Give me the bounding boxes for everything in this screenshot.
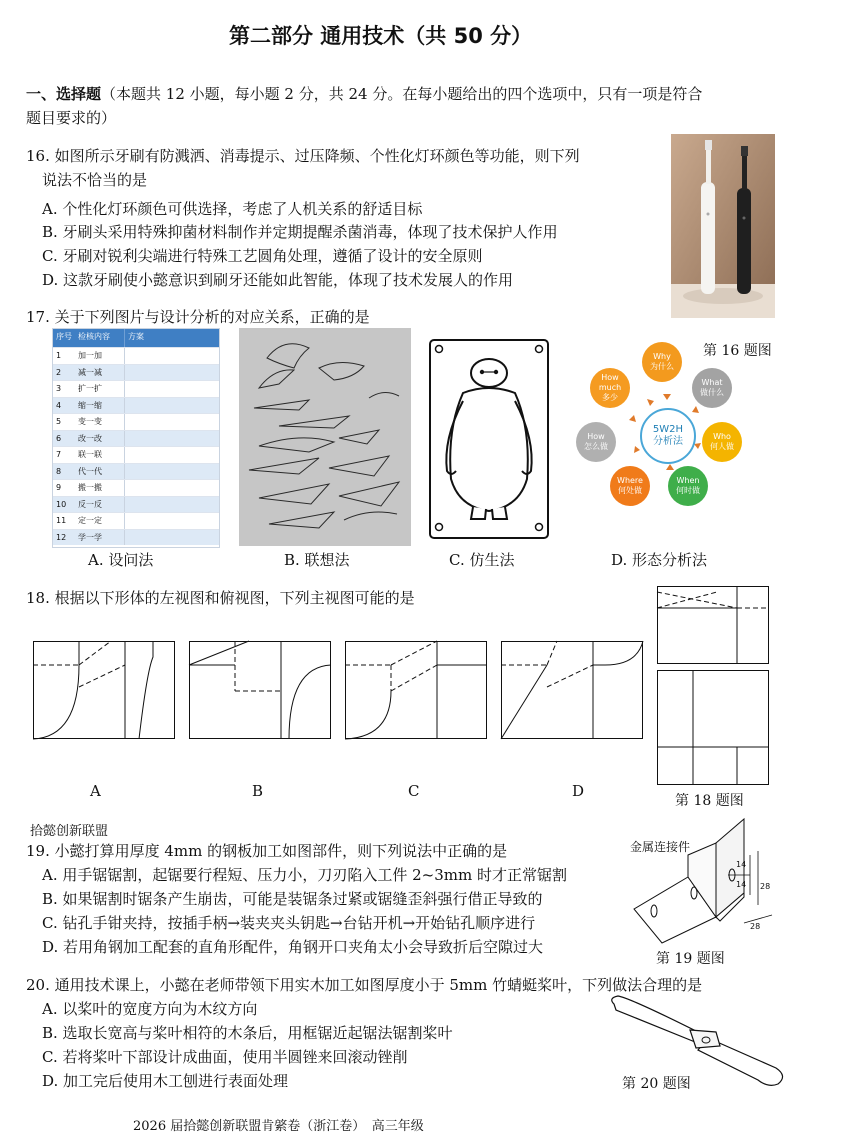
q20-option-c: C. 若将桨叶下部设计成曲面，使用半圆锉来回滚动锉削 <box>42 1048 408 1066</box>
q18-left-view <box>657 586 769 664</box>
center-label-cn: 分析法 <box>653 436 683 447</box>
table-cell: 反一反 <box>78 499 102 509</box>
bubble-label: Why <box>653 352 671 361</box>
q19-figure-label: 金属连接件 <box>630 840 691 854</box>
q16-stem-line1: 16. 如图所示牙刷有防溅洒、消毒提示、过压降频、个性化灯环颜色等功能，则下列 <box>26 147 580 165</box>
q19-option-b: B. 如果锯割时锯条产生崩齿，可能是装锯条过紧或锯缝歪斜强行借正导致的 <box>42 890 543 908</box>
bubble-sublabel: 何处做 <box>618 486 642 495</box>
table-cell: 10 <box>56 499 67 509</box>
q16-figure-caption: 第 16 题图 <box>703 343 772 359</box>
table-cell <box>124 414 219 430</box>
q18-figure-caption: 第 18 题图 <box>675 793 744 809</box>
bubble-how <box>576 422 616 462</box>
table-row <box>53 397 219 414</box>
q19-figure-caption: 第 19 题图 <box>656 951 725 967</box>
q17-option-b: B. 联想法 <box>284 551 350 569</box>
bird-sketch-image <box>239 328 411 546</box>
bubble-label: How <box>587 432 605 441</box>
5w2h-center <box>640 408 696 464</box>
table-cell: 变一变 <box>78 417 102 426</box>
bubble-label: Where <box>617 476 643 485</box>
table-cell: 改一改 <box>78 433 102 443</box>
table-cell: 学一学 <box>78 532 102 542</box>
table-cell: 12 <box>56 532 67 542</box>
watermark: 拾懿创新联盟 <box>30 824 109 839</box>
table-row <box>53 479 219 496</box>
table-cell: 5 <box>56 417 62 426</box>
q20-option-b: B. 选取长宽高与桨叶相符的木条后，用框锯近起锯法锯割桨叶 <box>42 1024 453 1042</box>
q16-option-a: A. 个性化灯环颜色可供选择，考虑了人机关系的舒适目标 <box>42 200 423 218</box>
table-cell: 1 <box>56 351 62 360</box>
q19-option-a: A. 用手锯锯割，起锯要行程短、压力小，刀刃陷入工件 2~3mm 时才正常锯割 <box>42 866 568 884</box>
q18-view-a <box>33 641 175 739</box>
dim-label: 28 <box>750 922 761 931</box>
table-header-cell: 检核内容 <box>78 332 110 341</box>
table-cell: 定一定 <box>78 516 102 525</box>
q18-top-view <box>657 670 769 785</box>
q17-option-a: A. 设问法 <box>88 551 154 569</box>
table-cell: 扩一扩 <box>78 384 102 393</box>
table-cell: 4 <box>56 400 62 410</box>
bubble-sublabel: 做什么 <box>700 388 724 397</box>
q20-option-a: A. 以桨叶的宽度方向为木纹方向 <box>42 1000 258 1018</box>
metal-bracket-drawing <box>632 815 782 945</box>
q18-stem: 18. 根据以下形体的左视图和俯视图，下列主视图可能的是 <box>26 589 415 607</box>
table-cell <box>124 513 219 529</box>
center-label-en: 5W2H <box>652 424 684 435</box>
table-cell: 7 <box>56 450 62 459</box>
bubble-label: How much <box>598 373 622 392</box>
page-footer: 2026 届拾懿创新联盟肯綮卷（浙江卷） 高三年级 <box>133 1119 424 1134</box>
bubble-sublabel: 怎么做 <box>584 442 608 451</box>
table-cell <box>124 365 219 381</box>
table-cell <box>124 497 219 513</box>
q19-option-d: D. 若用角钢加工配套的直角形配件，角钢开口夹角太小会导致折后空隙过大 <box>42 938 544 956</box>
bubble-sublabel: 多少 <box>602 393 618 402</box>
q19-option-c: C. 钻孔手钳夹持，按插手柄→装夹夹头钥匙→台钻开机→开始钻孔顺序进行 <box>42 914 536 932</box>
q20-option-d: D. 加工完后使用木工刨进行表面处理 <box>42 1072 289 1090</box>
table-cell: 3 <box>56 384 62 393</box>
dim-label: 28 <box>760 882 771 891</box>
table-row <box>53 364 219 381</box>
table-row <box>53 380 219 397</box>
q18-view-c <box>345 641 487 739</box>
dim-label: 14 <box>736 880 747 889</box>
table-cell <box>124 480 219 496</box>
table-cell: 减一减 <box>78 367 102 377</box>
table-cell: 2 <box>56 367 62 377</box>
table-cell <box>124 398 219 414</box>
table-row <box>53 430 219 447</box>
q16-option-d: D. 这款牙刷使小懿意识到刷牙还能如此智能，体现了技术发展人的作用 <box>42 271 514 289</box>
table-cell: 加一加 <box>78 351 102 360</box>
dim-label: 14 <box>736 860 747 869</box>
q18-label-d: D <box>572 782 585 800</box>
table-row <box>53 512 219 529</box>
table-row <box>53 529 219 546</box>
table-cell <box>124 431 219 447</box>
table-header <box>53 329 219 347</box>
q20-stem: 20. 通用技术课上，小懿在老师带领下用实木加工如图厚度小于 5mm 竹蜻蜓桨叶，下列做法合理的是 <box>26 976 703 994</box>
q18-label-c: C <box>408 782 420 800</box>
table-row <box>53 347 219 364</box>
table-cell: 联一联 <box>78 450 102 459</box>
section-desc-line1: （本题共 12 小题，每小题 2 分，共 24 分。在每小题给出的四个选项中，只有一项是符合 <box>101 85 703 103</box>
bubble-sublabel: 何时做 <box>676 486 700 495</box>
bubble-label: Who <box>713 432 731 441</box>
bubble-who <box>702 422 742 462</box>
footer-fade <box>470 1112 550 1134</box>
q16-option-b: B. 牙刷头采用特殊抑菌材料制作并定期提醒杀菌消毒，体现了技术保护人作用 <box>42 223 558 241</box>
section-desc-line2: 题目要求的） <box>26 109 117 127</box>
table-cell <box>124 530 219 546</box>
bubble-sublabel: 何人做 <box>710 442 734 451</box>
q17-stem: 17. 关于下列图片与设计分析的对应关系，正确的是 <box>26 308 370 326</box>
q16-option-c: C. 牙刷对锐利尖端进行特殊工艺圆角处理，遵循了设计的安全原则 <box>42 247 483 265</box>
bubble-how-much <box>590 368 630 408</box>
table-cell <box>124 381 219 397</box>
bubble-where <box>610 466 650 506</box>
q18-view-b <box>189 641 331 739</box>
bubble-label: When <box>676 476 700 485</box>
table-cell: 6 <box>56 433 62 443</box>
table-cell: 缩一缩 <box>78 400 102 410</box>
table-header-cell: 方案 <box>124 329 219 347</box>
table-cell <box>124 447 219 463</box>
table-row <box>53 446 219 463</box>
table-cell: 11 <box>56 516 67 525</box>
table-row <box>53 413 219 430</box>
table-cell: 9 <box>56 483 62 492</box>
table-cell <box>124 464 219 480</box>
bubble-sublabel: 为什么 <box>650 362 674 371</box>
checklist-table <box>52 328 220 548</box>
page-title: 第二部分 通用技术（共 50 分） <box>229 24 533 48</box>
table-header-cell: 序号 <box>56 332 72 341</box>
q17-option-d: D. 形态分析法 <box>611 551 708 569</box>
table-cell <box>124 348 219 364</box>
q18-view-d <box>501 641 643 739</box>
table-cell: 代一代 <box>78 466 102 476</box>
5w2h-diagram <box>572 340 762 525</box>
toothbrush-photo <box>671 134 775 318</box>
table-cell: 搬一搬 <box>78 483 102 492</box>
bubble-label: What <box>701 378 723 387</box>
table-cell: 8 <box>56 466 62 476</box>
bubble-what <box>692 368 732 408</box>
table-row <box>53 496 219 513</box>
q19-stem: 19. 小懿打算用厚度 4mm 的钢板加工如图部件，则下列说法中正确的是 <box>26 842 508 860</box>
q20-figure-caption: 第 20 题图 <box>622 1076 691 1092</box>
q17-option-c: C. 仿生法 <box>449 551 515 569</box>
section-header <box>26 84 702 104</box>
q18-label-a: A <box>90 782 101 800</box>
q16-stem-line2: 说法不恰当的是 <box>42 171 148 189</box>
q18-label-b: B <box>252 782 264 800</box>
robot-character-image <box>429 339 549 539</box>
bubble-when <box>668 466 708 506</box>
bubble-why <box>642 342 682 382</box>
section-heading: 一、选择题 <box>26 85 102 103</box>
table-row <box>53 463 219 480</box>
